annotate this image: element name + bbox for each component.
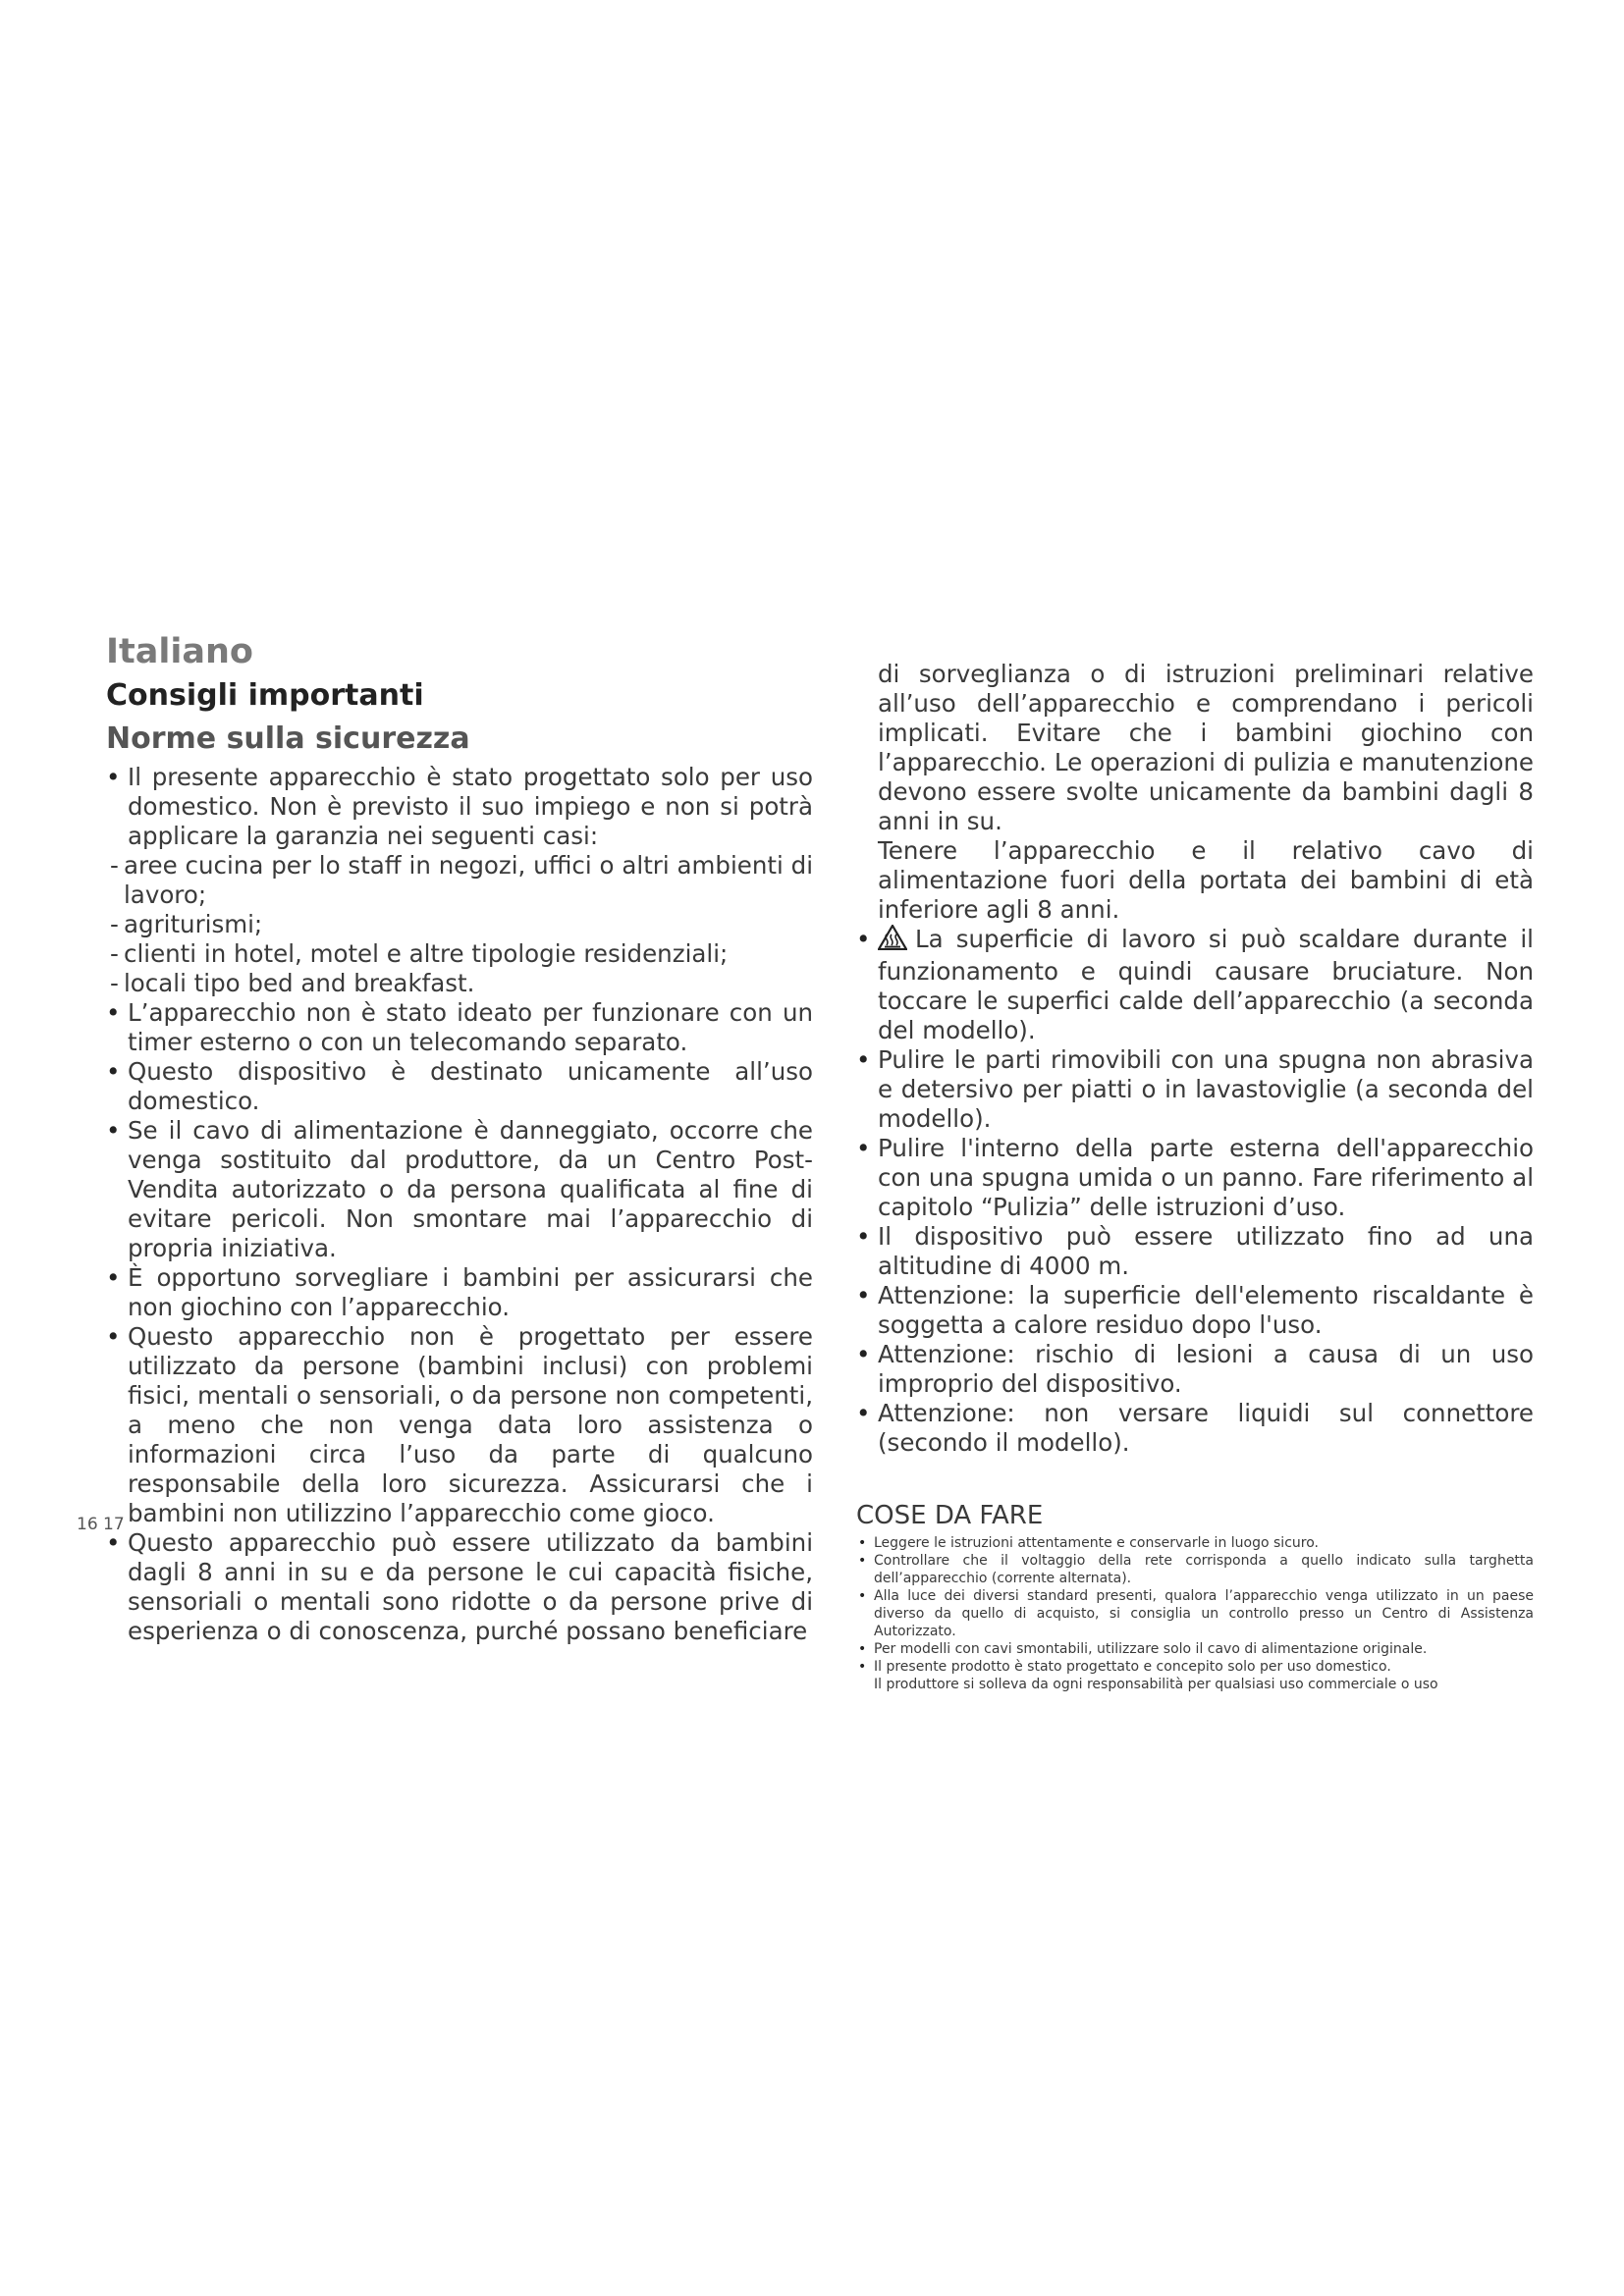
list-item-text: Attenzione: la superficie dell'elemento riscaldante è soggetta a calore residuo dopo l'uso. xyxy=(878,1281,1534,1339)
language-heading: Italiano xyxy=(106,632,253,671)
list-item xyxy=(106,851,813,910)
list-item-text: Il produttore si solleva da ogni responsabilità per qualsiasi uso commerciale o uso xyxy=(874,1677,1438,1692)
list-item xyxy=(856,1640,1534,1658)
page-number: 16 17 xyxy=(77,1515,125,1534)
list-item-text: Attenzione: rischio di lesioni a causa di un uso improprio del dispositivo. xyxy=(878,1340,1534,1398)
list-item xyxy=(856,1045,1534,1134)
list-item xyxy=(856,925,1534,1045)
hot-surface-warning-icon xyxy=(878,925,907,957)
list-item-text: Il presente apparecchio è stato progettato solo per uso domestico. Non è previsto il suo impiego e non si potrà applicare la garanzia nei seguenti casi: xyxy=(128,762,813,850)
list-item xyxy=(856,1281,1534,1340)
list-item xyxy=(856,1340,1534,1399)
list-item xyxy=(106,939,813,969)
list-item xyxy=(856,1134,1534,1222)
list-item xyxy=(856,1587,1534,1640)
list-item-text: Tenere l’apparecchio e il relativo cavo di alimentazione fuori della portata dei bambini di età inferiore agli 8 anni. xyxy=(878,836,1534,924)
safety-list-continued xyxy=(856,660,1534,1458)
list-item xyxy=(106,1528,813,1646)
list-item xyxy=(106,763,813,851)
list-item xyxy=(856,1534,1534,1552)
list-item-text: aree cucina per lo staff in negozi, uffici o altri ambienti di lavoro; xyxy=(124,850,813,909)
left-column xyxy=(106,633,813,1646)
list-item-text: Questo apparecchio non è progettato per essere utilizzato da persone (bambini inclusi) con problemi fisici, mentali o sensoriali, o da persone non competenti, a meno che non venga data loro assistenza o informazioni circa l’uso da parte di qualcuno responsabile della loro sicurezza. Assicurarsi che i bambini non utilizzino l’apparecchio come gioco. xyxy=(128,1321,813,1527)
list-item-text: Questo apparecchio può essere utilizzato da bambini dagli 8 anni in su e da persone le cui capacità fisiche, sensoriali o mentali sono ridotte o da persone prive di esperienza o di conoscenza, purché possano beneficiare xyxy=(128,1527,813,1645)
list-item xyxy=(856,1658,1534,1676)
list-item-text: Controllare che il voltaggio della rete corrisponda a quello indicato sulla targhetta dell’apparecchio (corrente alternata). xyxy=(874,1553,1534,1586)
list-item-text: Il dispositivo può essere utilizzato fino ad una altitudine di 4000 m. xyxy=(878,1222,1534,1280)
list-item xyxy=(106,1322,813,1528)
list-item xyxy=(856,836,1534,925)
section-subtitle: Norme sulla sicurezza xyxy=(106,721,470,756)
list-item xyxy=(106,1116,813,1263)
list-item-text: locali tipo bed and breakfast. xyxy=(124,968,475,997)
list-item-text: Il presente prodotto è stato progettato e concepito solo per uso domestico. xyxy=(874,1659,1391,1675)
list-item xyxy=(106,969,813,998)
list-item-text: È opportuno sorvegliare i bambini per assicurarsi che non giochino con l’apparecchio. xyxy=(128,1262,813,1321)
list-item xyxy=(106,1263,813,1322)
hot-surface-warning-icon xyxy=(878,925,907,950)
list-item-text: Pulire le parti rimovibili con una spugna non abrasiva e detersivo per piatti o in lavastoviglie (a seconda del modello). xyxy=(878,1045,1534,1133)
list-item-text: Se il cavo di alimentazione è danneggiato, occorre che venga sostituito dal produttore, da un Centro Post-Vendita autorizzato o da persona qualificata al fine di evitare pericoli. Non smontare mai l’apparecchio di propria iniziativa. xyxy=(128,1115,813,1262)
safety-list xyxy=(106,763,813,1646)
list-item xyxy=(856,660,1534,836)
list-item xyxy=(856,1676,1534,1693)
list-item xyxy=(106,1057,813,1116)
list-item-text: La superficie di lavoro si può scaldare durante il funzionamento e quindi causare bruciature. Non toccare le superfici calde dell’apparecchio (a seconda del modello). xyxy=(878,925,1534,1044)
list-item-text: agriturismi; xyxy=(124,909,263,938)
list-item xyxy=(856,1552,1534,1587)
list-item-text: Questo dispositivo è destinato unicamente all’uso domestico. xyxy=(128,1056,813,1115)
dos-title: COSE DA FARE xyxy=(856,1501,1044,1530)
list-item-text: Pulire l'interno della parte esterna dell'apparecchio con una spugna umida o un panno. Fare riferimento al capitolo “Pulizia” delle istruzioni d’uso. xyxy=(878,1134,1534,1221)
list-item-text: di sorveglianza o di istruzioni preliminari relative all’uso dell’apparecchio e comprendano i pericoli implicati. Evitare che i bambini giochino con l’apparecchio. Le operazioni di pulizia e manutenzione devono essere svolte unicamente da bambini dagli 8 anni in su. xyxy=(878,660,1534,835)
right-column xyxy=(856,660,1534,1693)
list-item xyxy=(856,1222,1534,1281)
list-item xyxy=(856,1399,1534,1458)
list-item-text: Attenzione: non versare liquidi sul connettore (secondo il modello). xyxy=(878,1399,1534,1457)
section-title: Consigli importanti xyxy=(106,677,424,713)
list-item-text: Leggere le istruzioni attentamente e conservarle in luogo sicuro. xyxy=(874,1535,1319,1551)
list-item-text: clienti in hotel, motel e altre tipologie residenziali; xyxy=(124,938,729,968)
list-item xyxy=(106,998,813,1057)
list-item-text: L’apparecchio non è stato ideato per funzionare con un timer esterno o con un telecomando separato. xyxy=(128,997,813,1056)
list-item-text: Per modelli con cavi smontabili, utilizzare solo il cavo di alimentazione originale. xyxy=(874,1641,1428,1657)
list-item-text: Alla luce dei diversi standard presenti, qualora l’apparecchio venga utilizzato in un paese diverso da quello di acquisto, si consiglia un controllo presso un Centro di Assistenza Autorizzato. xyxy=(874,1588,1534,1639)
list-item xyxy=(106,910,813,939)
dos-list xyxy=(856,1534,1534,1693)
